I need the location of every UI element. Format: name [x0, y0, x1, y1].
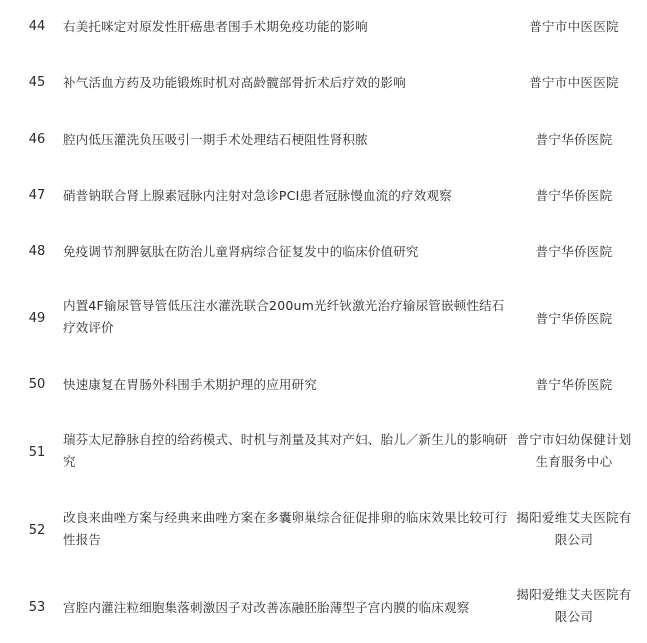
organization: 普宁华侨医院	[535, 244, 613, 259]
project-title: 免疫调节剂脾氨肽在防治儿童肾病综合征复发中的临床价值研究	[63, 244, 419, 259]
project-title: 瑞芬太尼静脉自控的给药模式、时机与剂量及其对产妇、胎儿／新生儿的影响研究	[63, 432, 508, 469]
organization: 普宁市妇幼保健计划生育服务中心	[516, 432, 632, 469]
row-number: 52	[28, 523, 46, 538]
project-title: 改良来曲唑方案与经典来曲唑方案在多囊卵巢综合征促排卵的临床效果比较可行性报告	[63, 510, 508, 547]
row-number: 45	[28, 75, 46, 90]
organization: 普宁华侨医院	[535, 311, 613, 326]
row-number: 49	[28, 311, 46, 326]
project-title: 腔内低压灌洗负压吸引一期手术处理结石梗阻性肾积脓	[63, 132, 368, 147]
row-number: 48	[28, 244, 46, 259]
row-number: 46	[28, 132, 46, 147]
project-title: 快速康复在胃肠外科围手术期护理的应用研究	[63, 377, 318, 392]
row-number: 44	[28, 19, 46, 34]
project-title: 内置4F输尿管导管低压注水灌洗联合200um光纤钬激光治疗输尿管嵌顿性结石疗效评价	[63, 298, 505, 335]
organization: 普宁华侨医院	[535, 377, 613, 392]
project-title: 硝普钠联合肾上腺素冠脉内注射对急诊PCI患者冠脉慢血流的疗效观察	[63, 188, 452, 203]
row-number: 53	[28, 600, 46, 615]
project-title: 右美托咪定对原发性肝癌患者围手术期免疫功能的影响	[63, 19, 368, 34]
organization: 普宁市中医医院	[529, 19, 619, 34]
organization: 揭阳爱维艾夫医院有限公司	[516, 587, 632, 624]
project-title: 宫腔内灌注粒细胞集落刺激因子对改善冻融胚胎薄型子宫内膜的临床观察	[63, 600, 470, 615]
project-title: 补气活血方药及功能锻炼时机对高龄髋部骨折术后疗效的影响	[63, 75, 406, 90]
organization: 揭阳爱维艾夫医院有限公司	[516, 510, 632, 547]
row-number: 50	[28, 377, 46, 392]
organization: 普宁华侨医院	[535, 188, 613, 203]
row-number: 47	[28, 188, 46, 203]
row-number: 51	[28, 445, 46, 460]
organization: 普宁市中医医院	[529, 75, 619, 90]
organization: 普宁华侨医院	[535, 132, 613, 147]
